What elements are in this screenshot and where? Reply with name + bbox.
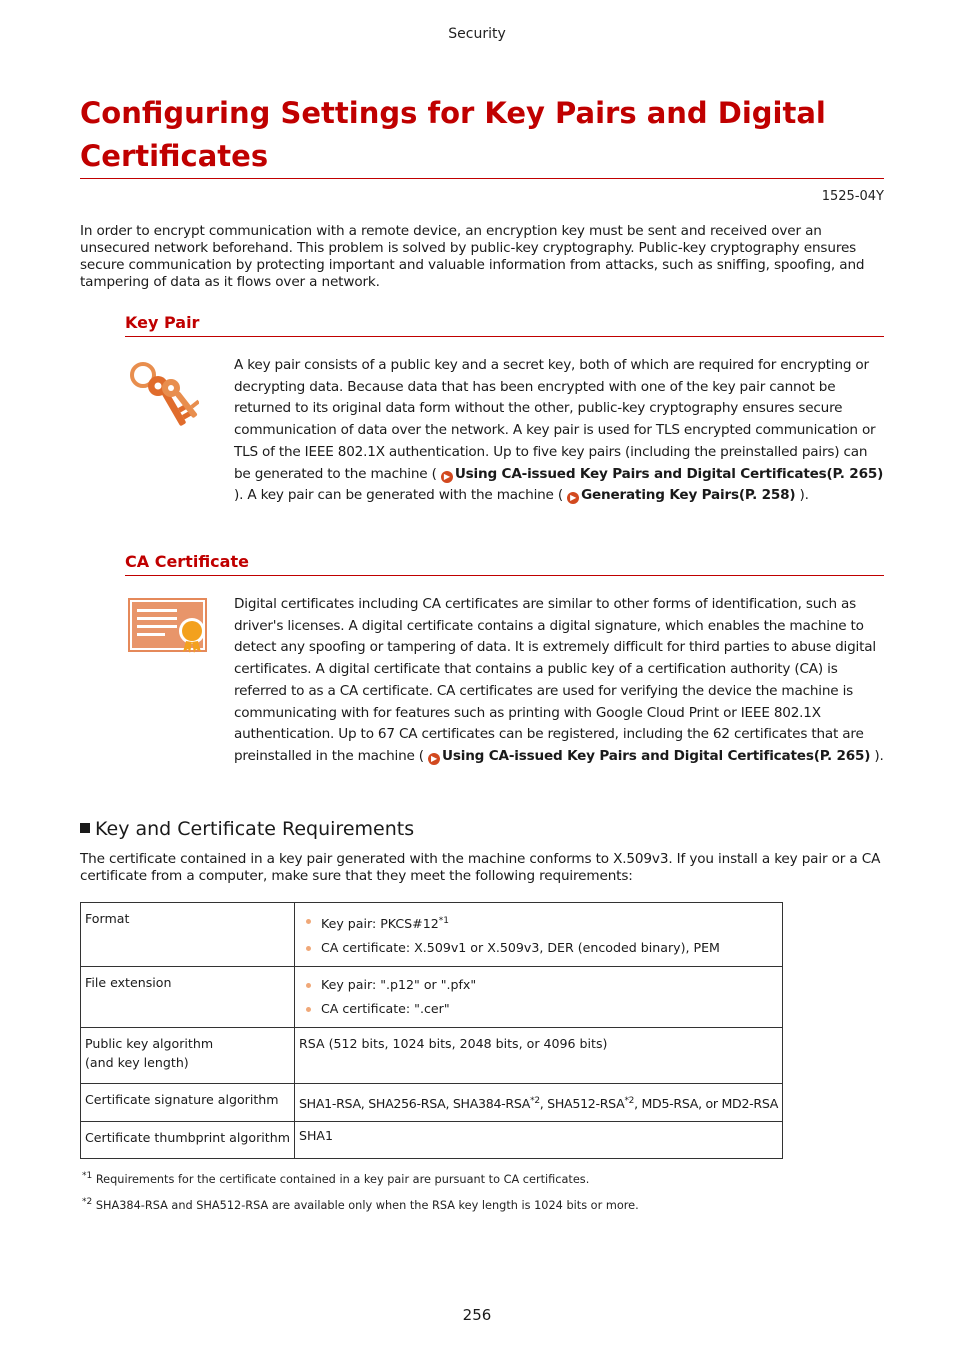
arrow-link-icon: ▶ xyxy=(567,492,579,504)
document-id: 1525-04Y xyxy=(821,189,884,204)
arrow-link-icon: ▶ xyxy=(441,471,453,483)
row-value: SHA1-RSA, SHA256-RSA, SHA384-RSA$^{*2}$, SHA512-RSA$^{*2}$, MD5-RSA, or MD2-RSA xyxy=(294,1084,782,1122)
list-item: CA certificate: X.509v1 or X.509v3, DER (encoded binary), PEM xyxy=(299,936,778,960)
requirements-intro: The certificate contained in a key pair generated with the machine conforms to X.509v3. If you install a key pair or a CA certificate from a computer, make sure that they meet the following requirements: xyxy=(80,851,881,884)
footnote-1: $^{*1}$ Requirements for the certificate contained in a key pair are pursuant to CA certificates. xyxy=(82,1171,590,1186)
link-ca-issued-certificates[interactable]: ▶ Using CA-issued Key Pairs and Digital Certificates(P. 265) xyxy=(428,748,870,764)
row-value: RSA (512 bits, 1024 bits, 2048 bits, or 4096 bits) xyxy=(294,1028,782,1084)
ca-certificate-text: Digital certificates including CA certificates are similar to other forms of identification, such as driver's licenses. A digital certificate contains a digital signature, which enables the machine to detect any spoofing or tampering of data. It is extremely difficult for third parties to abuse digital certificates. A digital certificate that contains a public key of a certification authority (CA) is referred to as a CA certificate. CA certificates are used for verifying the device the machine is communicating with for features such as printing with Google Cloud Print or IEEE 802.1X authentication. Up to 67 CA certificates can be registered, including the 62 certificates that are preinstalled in the machine ( ▶ Using CA-issued Key Pairs and Digital Certificates(P. 265) ). xyxy=(234,596,884,764)
list-item: CA certificate: ".cer" xyxy=(299,997,778,1021)
table-row xyxy=(81,1084,783,1122)
row-value xyxy=(294,903,782,967)
table-row xyxy=(81,903,783,967)
list-item: Key pair: PKCS#12$^{*1}$ xyxy=(299,909,778,936)
table-row xyxy=(81,967,783,1028)
list-item: Key pair: ".p12" or ".pfx" xyxy=(299,973,778,997)
row-label: Format xyxy=(81,903,295,967)
running-header: Security xyxy=(448,26,506,42)
table-row xyxy=(81,1122,783,1159)
key-pair-rule xyxy=(125,336,884,337)
arrow-link-icon: ▶ xyxy=(428,753,440,765)
table-row xyxy=(81,1028,783,1084)
ca-certificate-rule xyxy=(125,575,884,576)
row-value: SHA1 xyxy=(294,1122,782,1159)
link-ca-issued-key-pairs[interactable]: ▶ Using CA-issued Key Pairs and Digital Certificates(P. 265) xyxy=(441,466,883,482)
square-bullet-icon xyxy=(80,823,90,833)
page-title: Configuring Settings for Key Pairs and Digital Certificates xyxy=(80,96,826,173)
certificate-icon xyxy=(128,598,208,658)
row-label: Certificate signature algorithm xyxy=(81,1084,295,1122)
key-pair-heading: Key Pair xyxy=(125,313,200,332)
ca-certificate-heading: CA Certificate xyxy=(125,552,249,571)
page-number: 256 xyxy=(462,1306,492,1324)
row-label: Public key algorithm (and key length) xyxy=(81,1028,295,1084)
title-rule xyxy=(80,178,884,179)
keys-icon xyxy=(127,358,199,438)
row-value xyxy=(294,967,782,1028)
key-pair-text: A key pair consists of a public key and a secret key, both of which are required for encrypting or decrypting data. Because data that has been encrypted with one of the key pair cannot be returned to its original data form without the other, public-key cryptography ensures secure communication of data over the network. A key pair is used for TLS encrypted communication or TLS of the IEEE 802.1X authentication. Up to five key pairs (including the preinstalled pairs) can be generated to the machine ( ▶ Using CA-issued Key Pairs and Digital Certificates(P. 265) ). A key pair can be generated with the machine ( ▶ Generating Key Pairs(P. 258) ). xyxy=(234,357,884,504)
footnote-2: $^{*2}$ SHA384-RSA and SHA512-RSA are available only when the RSA key length is 1024 bits or more. xyxy=(82,1197,639,1212)
row-label: File extension xyxy=(81,967,295,1028)
requirements-heading: Key and Certificate Requirements xyxy=(80,818,414,840)
row-label: Certificate thumbprint algorithm xyxy=(81,1122,295,1159)
intro-paragraph: In order to encrypt communication with a remote device, an encryption key must be sent and received over an unsecured network beforehand. This problem is solved by public-key cryptography. Public-key cryptography ensures secure communication by protecting important and valuable information from attacks, such as sniffing, spoofing, and tampering of data as it flows over a network. xyxy=(80,223,865,290)
link-generating-key-pairs[interactable]: ▶ Generating Key Pairs(P. 258) xyxy=(567,487,795,503)
requirements-table xyxy=(80,902,783,1159)
